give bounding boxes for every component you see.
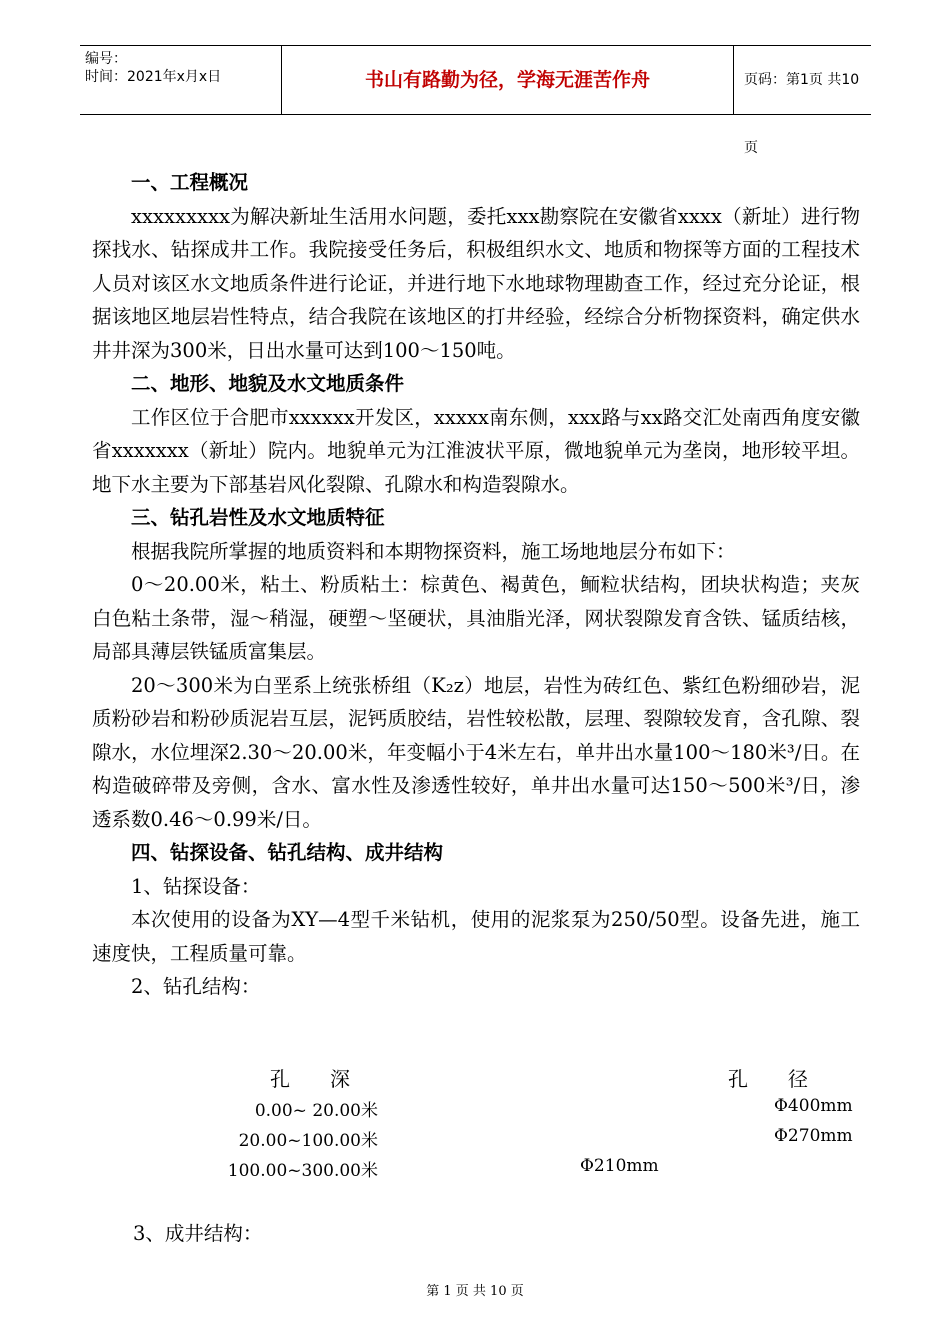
page-header bbox=[80, 45, 871, 156]
section-4-sub-2: 2、钻孔结构： bbox=[131, 975, 261, 998]
section-3-paragraph-3: 20～300米为白垩系上统张桥组（K₂z）地层，岩性为砖红色、紫红色粉细砂岩，泥质粉砂岩和粉砂质泥岩互层，泥钙质胶结，岩性较松散，层理、裂隙较发育，含孔隙、裂隙水，水位埋深2.30～20.00米，年变幅小于4米左右，单井出水量100～180米³/日。在构造破碎带及旁侧，含水、富水性及渗透性较好，单井出水量可达150～500米³/日，渗透系数0.46～0.99米/日。 bbox=[92, 673, 860, 831]
section-1-paragraph: xxxxxxxxx为解决新址生活用水问题，委托xxx勘察院在安徽省xxxx（新址）进行物探找水、钻探成井工作。我院接受任务后，积极组织水文、地质和物探等方面的工程技术人员对该区水文地质条件进行论证，并进行地下水地球物理勘查工作，经过充分论证，根据该地区地层岩性特点，结合我院在该地区的打井经验，经综合分析物探资料，确定供水井井深为300米，日出水量可达到100～150吨。 bbox=[92, 204, 860, 362]
section-4-sub-3: 3、成井结构： bbox=[133, 1222, 263, 1245]
section-2-paragraph: 工作区位于合肥市xxxxxx开发区，xxxxx南东侧，xxx路与xx路交汇处南西角度安徽省xxxxxxx（新址）院内。地貌单元为江淮波状平原，微地貌单元为垄岗，地形较平坦。地下水主要为下部基岩风化裂隙、孔隙水和构造裂隙水。 bbox=[92, 405, 860, 496]
section-1-title: 一、工程概况 bbox=[131, 171, 249, 194]
diameter-header: 孔 径 bbox=[728, 1067, 808, 1091]
number-label: 编号： bbox=[85, 51, 127, 67]
header-meta bbox=[80, 46, 282, 114]
diameter-cell: Φ270mm bbox=[774, 1126, 853, 1146]
depth-cell: 0.00~ 20.00米 bbox=[254, 1101, 378, 1121]
document-body bbox=[92, 166, 860, 1004]
section-4-paragraph: 本次使用的设备为XY—4型千米钻机，使用的泥浆泵为250/50型。设备先进，施工速度快，工程质量可靠。 bbox=[92, 908, 860, 965]
header-page-info: 页码：第1页 共10页 bbox=[744, 72, 860, 156]
section-3-title: 三、钻孔岩性及水文地质特征 bbox=[131, 506, 385, 529]
section-4-sub-1: 1、钻探设备： bbox=[131, 874, 261, 898]
depth-cell: 20.00~100.00米 bbox=[238, 1131, 378, 1151]
date-label: 时间：2021年x月x日 bbox=[85, 69, 222, 85]
depth-header: 孔 深 bbox=[270, 1067, 350, 1091]
section-3-paragraph-2: 0～20.00米，粘土、粉质粘土：棕黄色、褐黄色，鲕粒状结构，团块状构造；夹灰白色粘土条带，湿～稍湿，硬塑～坚硬状，具油脂光泽，网状裂隙发育含铁、锰质结核，局部具薄层铁锰质富集层。 bbox=[92, 573, 860, 663]
depth-cell: 100.00~300.00米 bbox=[227, 1161, 378, 1181]
section-3-paragraph-1: 根据我院所掌握的地质资料和本期物探资料，施工场地地层分布如下： bbox=[131, 539, 736, 563]
section-2-title: 二、地形、地貌及水文地质条件 bbox=[131, 372, 405, 395]
section-4-title: 四、钻探设备、钻孔结构、成井结构 bbox=[131, 841, 444, 864]
diameter-cell: Φ210mm bbox=[580, 1156, 659, 1176]
page-footer: 第 1 页 共 10 页 bbox=[426, 1284, 524, 1299]
header-motto: 书山有路勤为径，学海无涯苦作舟 bbox=[282, 46, 734, 114]
diameter-cell: Φ400mm bbox=[774, 1096, 853, 1116]
